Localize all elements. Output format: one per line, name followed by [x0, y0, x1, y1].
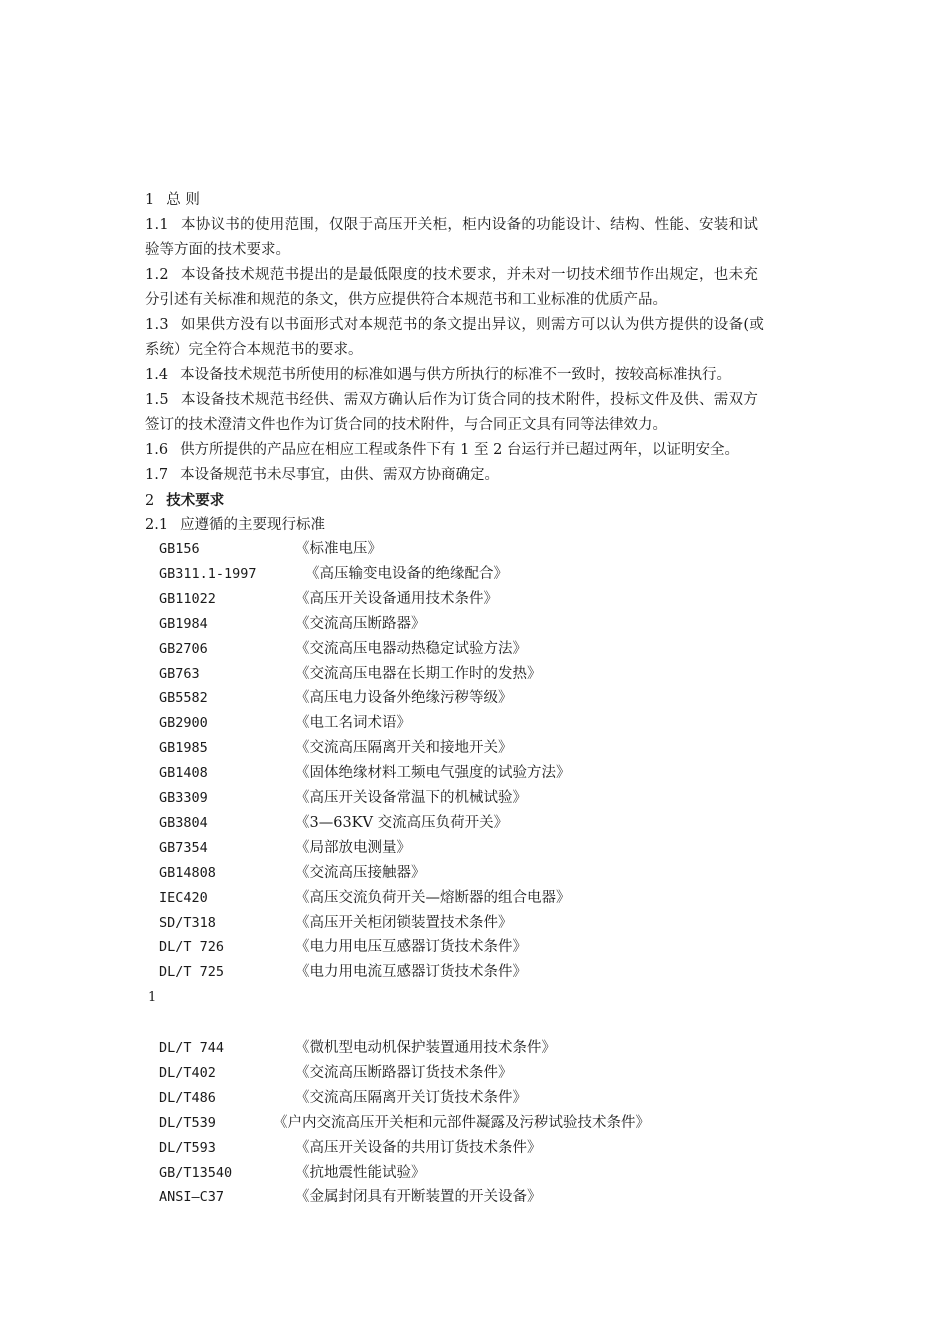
clause-text: 供方所提供的产品应在相应工程或条件下有 1 至 2 台运行并已超过两年，以证明安全。 [180, 442, 739, 458]
standard-row [159, 736, 799, 761]
clause-text: 本协议书的使用范围，仅限于高压开关柜，柜内设备的功能设计、结构、性能、安装和试 [180, 217, 759, 233]
standard-title: 《高压输变电设备的绝缘配合》 [305, 565, 508, 582]
standard-title: 《3—63KV 交流高压负荷开关》 [295, 814, 509, 831]
standard-code: GB1408 [159, 765, 208, 782]
standard-title: 《交流高压隔离开关和接地开关》 [295, 740, 513, 757]
standard-row [159, 537, 799, 562]
standard-row [159, 612, 799, 637]
standard-row [159, 911, 799, 936]
standard-code: GB7354 [159, 839, 208, 856]
clause-text: 系统）完全符合本规范书的要求。 [145, 342, 363, 358]
standard-title: 《局部放电测量》 [295, 839, 411, 856]
standard-row [159, 662, 799, 687]
standard-title: 《标准电压》 [295, 541, 382, 557]
standard-code: DL/T593 [159, 1139, 216, 1156]
clause-1-3 [145, 313, 815, 338]
standard-title: 《电力用电压互感器订货技术条件》 [295, 939, 527, 956]
standard-row [159, 1161, 799, 1186]
standard-code: DL/T486 [159, 1089, 216, 1106]
standard-code: DL/T539 [159, 1114, 216, 1131]
clause-1-2 [145, 263, 815, 288]
standard-row [159, 686, 799, 711]
standard-row [159, 711, 799, 736]
standard-code: GB5582 [159, 690, 208, 707]
standard-title: 《户内交流高压开关柜和元部件凝露及污秽试验技术条件》 [273, 1114, 650, 1131]
standard-row [159, 562, 799, 587]
standard-row [159, 1061, 799, 1086]
clause-number: 1.5 [145, 392, 169, 408]
standard-row [159, 761, 799, 786]
standard-title: 《高压开关设备常温下的机械试验》 [295, 790, 527, 806]
standard-row [159, 1086, 799, 1111]
standard-code: DL/T 725 [159, 964, 225, 981]
standard-row [159, 1111, 799, 1136]
standard-code: GB2900 [159, 715, 208, 732]
standard-row [159, 786, 799, 811]
standard-title: 《交流高压断路器订货技术条件》 [295, 1064, 513, 1081]
standard-code: GB311.1-1997 [159, 565, 257, 582]
standard-code: GB156 [159, 541, 200, 557]
clause-text: 应遵循的主要现行标准 [180, 517, 326, 533]
standard-row [159, 861, 799, 886]
standard-code: SD/T318 [159, 914, 216, 931]
standard-code: GB1984 [159, 615, 208, 632]
standard-row [159, 637, 799, 662]
clause-1-1 [145, 213, 815, 238]
clause-number: 1.4 [145, 367, 169, 383]
standard-code: GB3804 [159, 814, 208, 831]
standard-row [159, 1036, 799, 1061]
standard-code: GB11022 [159, 590, 216, 607]
clause-1-5-cont [145, 413, 815, 438]
clause-number: 1.2 [145, 267, 169, 283]
section-title: 总 则 [166, 192, 200, 208]
standard-code: GB/T13540 [159, 1164, 233, 1181]
clause-number: 1.3 [145, 317, 169, 333]
standard-title: 《电工名词术语》 [295, 715, 411, 732]
standard-row [159, 811, 799, 836]
standard-title: 《高压电力设备外绝缘污秽等级》 [295, 690, 513, 707]
standard-code: GB3309 [159, 790, 208, 806]
standard-code: IEC420 [159, 889, 208, 906]
standard-row [159, 1136, 799, 1161]
clause-number: 1.1 [145, 217, 169, 233]
clause-2-1 [145, 513, 815, 538]
clause-number: 2.1 [145, 517, 169, 533]
standard-code: GB14808 [159, 864, 216, 881]
clause-1-7 [145, 463, 815, 488]
standard-code: DL/T402 [159, 1064, 216, 1081]
standard-title: 《固体绝缘材料工频电气强度的试验方法》 [295, 765, 571, 782]
section-number: 2 [145, 493, 155, 509]
clause-text: 本设备规范书未尽事宜，由供、需双方协商确定。 [180, 467, 500, 483]
standard-title: 《高压开关柜闭锁装置技术条件》 [295, 914, 513, 931]
section-2-heading [145, 488, 815, 513]
standard-row [159, 960, 799, 985]
standard-row [159, 587, 799, 612]
clause-text: 验等方面的技术要求。 [145, 242, 290, 258]
standard-title: 《交流高压断路器》 [295, 615, 426, 632]
standard-code: GB763 [159, 665, 200, 682]
standard-title: 《微机型电动机保护装置通用技术条件》 [295, 1040, 556, 1056]
standard-title: 《高压交流负荷开关—熔断器的组合电器》 [295, 889, 571, 906]
clause-text: 签订的技术澄清文件也作为订货合同的技术附件，与合同正文具有同等法律效力。 [145, 417, 667, 433]
standard-row [159, 836, 799, 861]
clause-text: 本设备技术规范书所使用的标准如遇与供方所执行的标准不一致时，按较高标准执行。 [180, 367, 732, 383]
clause-1-4 [145, 363, 815, 388]
clause-1-5 [145, 388, 815, 413]
standard-row [159, 935, 799, 960]
clause-text: 本设备技术规范书经供、需双方确认后作为订货合同的技术附件，投标文件及供、需双方 [180, 392, 759, 408]
standard-title: 《交流高压电器动热稳定试验方法》 [295, 640, 527, 657]
clause-text: 如果供方没有以书面形式对本规范书的条文提出异议，则需方可以认为供方提供的设备(或 [180, 317, 765, 333]
clause-1-3-cont [145, 338, 815, 363]
clause-1-1-cont [145, 238, 815, 263]
clause-text: 本设备技术规范书提出的是最低限度的技术要求，并未对一切技术细节作出规定，也未充 [180, 267, 759, 283]
clause-number: 1.7 [145, 467, 169, 483]
standard-title: 《交流高压隔离开关订货技术条件》 [295, 1089, 527, 1106]
section-number: 1 [145, 192, 155, 208]
standard-title: 《电力用电流互感器订货技术条件》 [295, 964, 527, 981]
clause-number: 1.6 [145, 442, 169, 458]
standard-code: DL/T 744 [159, 1040, 225, 1056]
standard-title: 《高压开关设备的共用订货技术条件》 [295, 1139, 542, 1156]
clause-1-6 [145, 438, 815, 463]
standard-code: DL/T 726 [159, 939, 225, 956]
standard-code: GB2706 [159, 640, 208, 657]
standard-title: 《金属封闭具有开断装置的开关设备》 [295, 1189, 542, 1206]
standard-code: GB1985 [159, 740, 208, 757]
standard-row [159, 886, 799, 911]
standard-title: 《交流高压接触器》 [295, 864, 426, 881]
clause-1-2-cont [145, 288, 815, 313]
section-title: 技术要求 [166, 492, 225, 509]
section-1-heading [145, 188, 815, 213]
standard-row [159, 1185, 799, 1210]
page-number: 1 [148, 990, 157, 1005]
clause-text: 分引述有关标准和规范的条文，供方应提供符合本规范书和工业标准的优质产品。 [145, 292, 667, 308]
standard-title: 《交流高压电器在长期工作时的发热》 [295, 665, 542, 682]
standard-title: 《高压开关设备通用技术条件》 [295, 590, 498, 607]
standard-title: 《抗地震性能试验》 [295, 1164, 426, 1181]
standard-code: ANSI—C37 [159, 1189, 225, 1206]
